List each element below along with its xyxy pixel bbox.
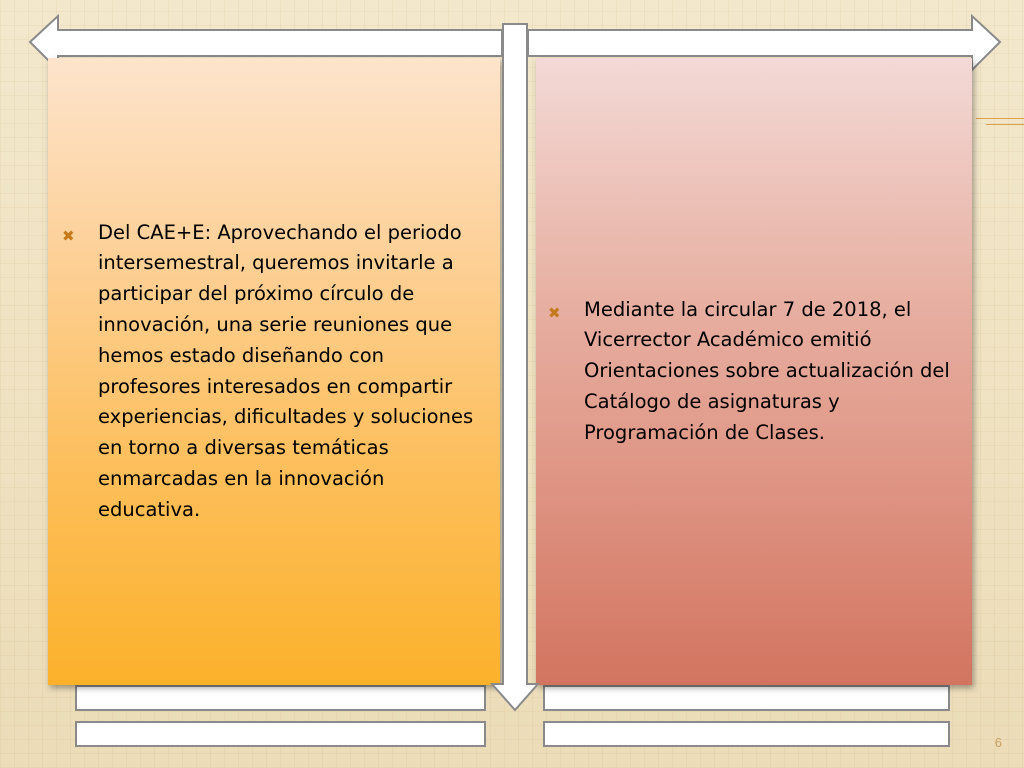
x-bullet-icon: ✖ [548,303,561,322]
decorative-line [986,124,1024,125]
left-content-panel [48,58,500,685]
right-content-panel [536,58,972,685]
page-number: 6 [994,735,1002,750]
bottom-bar-left-1 [76,686,485,710]
decorative-line [976,118,1024,119]
right-bullet-item [548,295,958,449]
bottom-bar-right-1 [544,686,949,710]
left-bullet-text: Del CAE+E: Aprovechando el periodo intersemestral, queremos invitarle a participar del próximo círculo de innovación, una serie reuniones que hemos estado diseñando con profesores interesados en compartir experiencias, dificultades y soluciones en torno a diversas temáticas enmarcadas en la innovación educativa. [98,220,474,521]
right-bullet-text: Mediante la circular 7 de 2018, el Vicerrector Académico emitió Orientaciones sobre actualización del Catálogo de asignaturas y Programación de Clases. [584,297,950,444]
bottom-bar-left-2 [76,722,485,746]
left-bullet-item [62,218,486,526]
bottom-bar-right-2 [544,722,949,746]
x-bullet-icon: ✖ [62,226,75,245]
